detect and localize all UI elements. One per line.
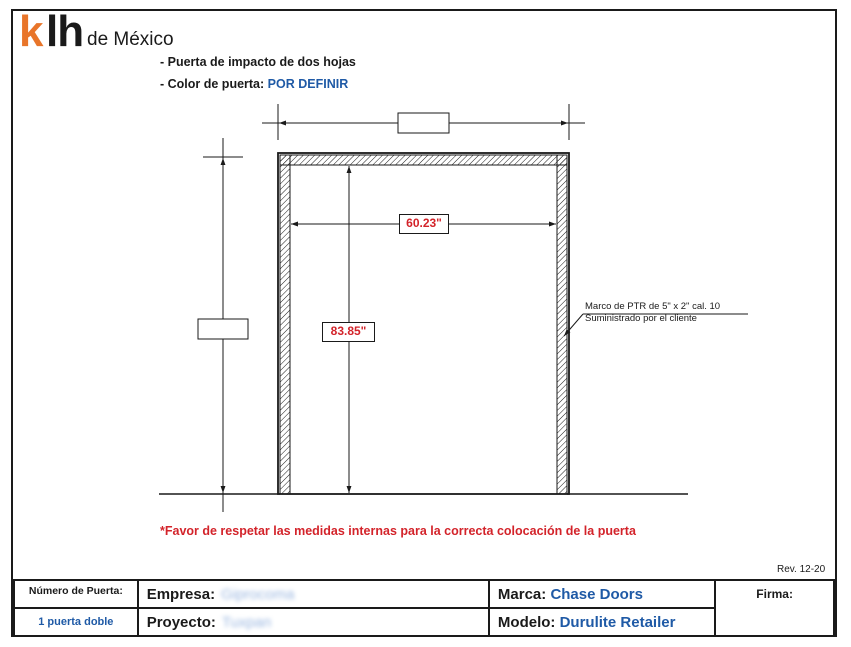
frame-note (585, 301, 720, 325)
title-block (13, 579, 835, 637)
top-dim-blank-box (398, 113, 449, 133)
left-dim-blank-box (198, 319, 248, 339)
model-cell (489, 608, 715, 636)
signature-cell (715, 580, 834, 636)
logo-letters-lh: lh (46, 7, 84, 56)
brand-value: Chase Doors (550, 585, 643, 603)
company-label: Empresa: (146, 585, 216, 603)
door-number-value: 1 puerta doble (14, 608, 138, 636)
frame-right-jamb (557, 155, 567, 494)
door-number-label: Número de Puerta: (14, 580, 138, 608)
brand-label: Marca: (497, 585, 547, 603)
model-value: Durulite Retailer (559, 613, 676, 631)
brand-cell (489, 580, 715, 608)
note-door-color-value: POR DEFINIR (267, 77, 349, 91)
note-door-color-label: - Color de puerta: (160, 77, 268, 91)
frame-note-line1: Marco de PTR de 5" x 2" cal. 10 (585, 301, 721, 312)
inner-width-label: 60.23" (399, 214, 449, 234)
project-value: Tuxpan (221, 613, 272, 631)
frame-header (280, 155, 567, 165)
logo-letter-k: k (19, 7, 43, 56)
signature-label: Firma: (756, 587, 793, 601)
revision-label: Rev. 12-20 (777, 564, 826, 575)
logo-subtitle: de México (87, 29, 174, 50)
inner-height-label: 83.85" (322, 322, 375, 342)
model-label: Modelo: (497, 613, 556, 631)
company-value: Giprocoma (221, 585, 295, 603)
frame-note-line2: Suministrado por el cliente (585, 313, 697, 324)
project-cell (138, 608, 489, 636)
note-door-type: - Puerta de impacto de dos hojas (160, 55, 356, 69)
company-cell (138, 580, 489, 608)
project-label: Proyecto: (146, 613, 216, 631)
warning-text: *Favor de respetar las medidas internas para la correcta colocación de la puerta (160, 524, 636, 538)
frame-left-jamb (280, 155, 290, 494)
